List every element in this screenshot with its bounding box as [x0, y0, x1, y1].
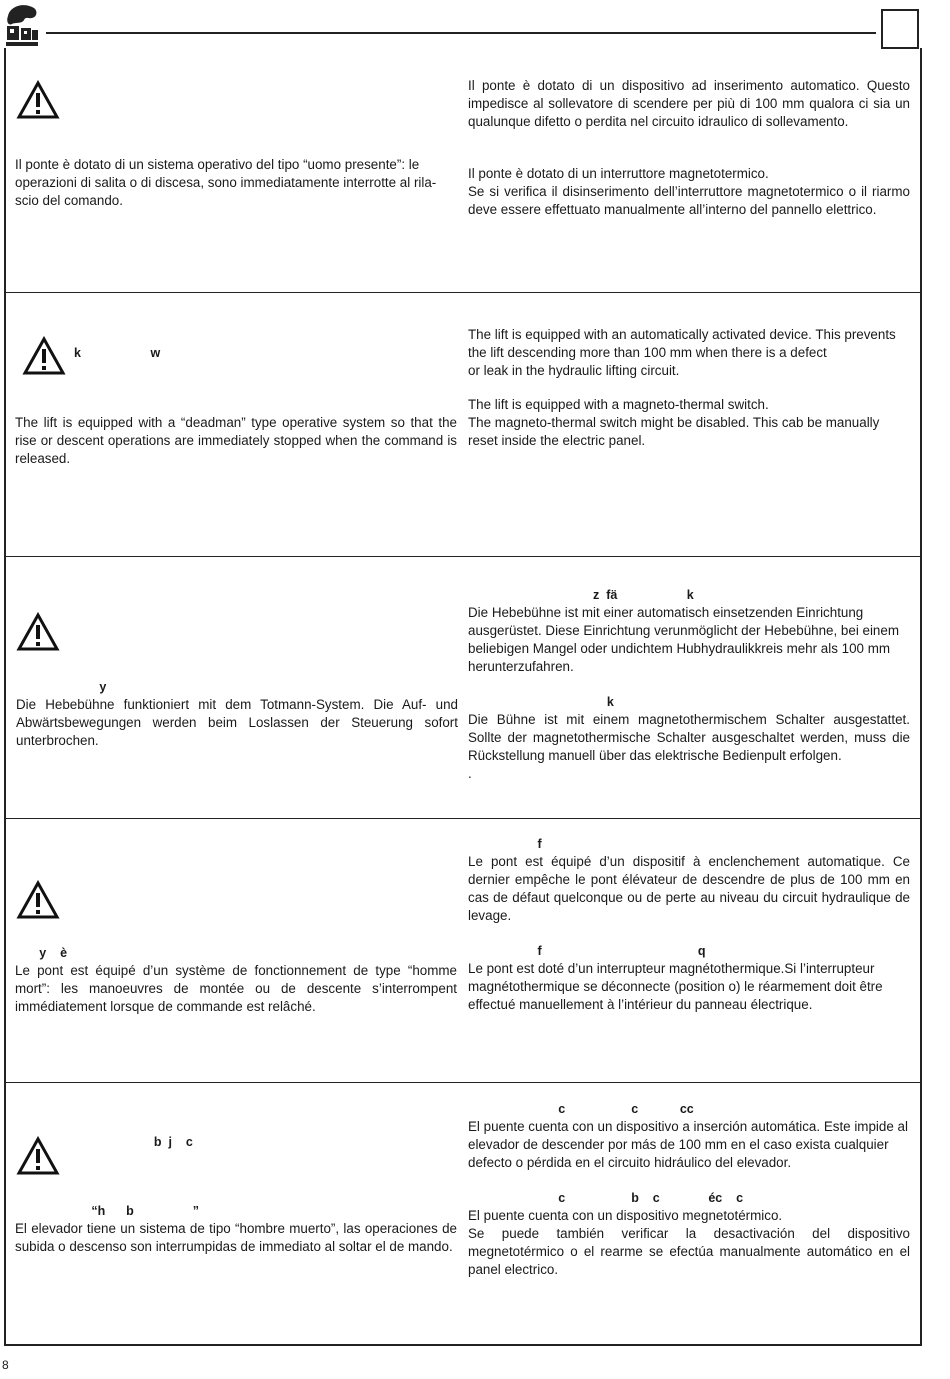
section-french-right-text-2: Le pont est doté d’un interrupteur magnétothermique.Si l’interrupteur magnétothermique se déconnecte (position o) le réarmement doit être effectué manuellement à l’intérieur du panneau électrique. — [468, 961, 883, 1012]
section-french-right — [468, 835, 910, 1014]
section-italian-right — [468, 77, 910, 219]
section-german-right-text-2: Die Bühne ist mit einem magnetothermischem Schalter ausgestattet. Sollte der magnetothermische Schalter ausgeschaltet werden, muss die Rückstellung manuell über das elektrische Bedienpult erfolgen. . — [468, 712, 910, 781]
section-spanish-left-text: El elevador tiene un sistema de tipo “hombre muerto”, las operaciones de subida o descenso son interrumpidas de immediato al soltar el de mando. — [15, 1221, 457, 1254]
section-german-right-text-1: Die Hebebühne ist mit einer automatisch einsetzenden Einrichtung ausgerüstet. Diese Einrichtung verunmöglicht der Hebebühne, bei einem beliebigen Mangel oder undichtem Hubhydraulikkreis mehr als 100 mm herunterzufahren. — [468, 605, 899, 674]
section-french-right-text-1: Le pont est équipé d’un dispositif à enclenchement automatique. Ce dernier empêche le pont élévateur de descendre de plus de 100 mm en cas de défaut quelconque ou de perte au niveau du circuit hydraulique de levage. — [468, 854, 910, 923]
section-italian-left-text: Il ponte è dotato di un sistema operativo del tipo “uomo presente”: le operazioni di salita o di discesa, sono immediatamente interrotte al rila- scio del comando. — [15, 157, 437, 208]
section-english-right — [468, 326, 910, 450]
section-italian-right-text-1: Il ponte è dotato di un dispositivo ad inserimento automatico. Questo impedisce al sollevatore di scendere per più di 100 mm qualora ci sia un qualunque difetto o perdita nel circuito idraulico di sollevamento. — [468, 78, 910, 129]
section-english-right-text-1: The lift is equipped with an automatically activated device. This prevents the lift descending more than 100 mm when there is a defect or leak in the hydraulic lifting circuit. — [468, 327, 896, 378]
section-english-icon-label — [15, 344, 457, 362]
header-rule — [46, 32, 876, 34]
section-french — [6, 818, 920, 1083]
section-english-right-text-2: The lift is equipped with a magneto-thermal switch. The magneto-thermal switch might be disabled. This cab be manually reset inside the electric panel. — [468, 397, 880, 448]
section-french-right-heading-2: f q — [468, 944, 706, 958]
section-spanish-right — [468, 1100, 910, 1279]
section-spanish-left — [15, 1202, 457, 1256]
section-spanish-heading-fragment: b j c — [15, 1135, 193, 1149]
section-spanish-icon-label — [15, 1133, 457, 1151]
section-english-left-text: The lift is equipped with a “deadman” type operative system so that the rise or descent operations are immediately stopped when the command is released. — [15, 415, 457, 466]
section-german-right-heading-1: z fä k — [468, 588, 694, 602]
section-french-left — [15, 944, 457, 1016]
section-spanish-right-text-1: El puente cuenta con un dispositivo a inserción automática. Este impide al elevador de descender por más de 100 mm en el caso exista cualquier defecto o pérdida en el circuito hidráulico del elevador. — [468, 1119, 908, 1170]
section-french-left-heading: y è — [15, 946, 68, 960]
section-german-right — [468, 586, 910, 783]
section-german-left-text: Die Hebebühne funktioniert mit dem Totmann-System. Die Auf- und Abwärtsbewegungen werden beim Loslassen der Steuerung sofort unterbrochen. — [16, 697, 458, 748]
section-german-right-heading-2: k — [468, 695, 614, 709]
section-italian-left — [15, 156, 457, 210]
section-german-left-heading: y — [16, 680, 107, 694]
section-italian — [6, 48, 920, 293]
section-german-left — [16, 678, 458, 750]
section-italian-right-text-2: Il ponte è dotato di un interruttore magnetotermico. Se si verifica il disinserimento dell’interruttore magnetotermico o il riarmo deve essere effettuato manualmente all’interno del pannello elettrico. — [468, 166, 910, 217]
warning-triangle-icon — [16, 80, 60, 120]
section-spanish-left-heading: “h b ” — [15, 1204, 200, 1218]
section-french-right-heading-1: f — [468, 837, 542, 851]
section-french-left-text: Le pont est équipé d’un système de fonctionnement de type “homme mort”: les manoeuvres de montée ou de descente s’interrompent immédiatement lorsque de commande est relâché. — [15, 963, 457, 1014]
section-spanish — [6, 1082, 920, 1344]
section-spanish-right-heading-2: c b c éc c — [468, 1191, 744, 1205]
section-english-left — [15, 414, 457, 468]
section-german — [6, 556, 920, 819]
warning-triangle-icon — [16, 880, 60, 920]
warning-triangle-icon — [16, 612, 60, 652]
section-english — [6, 292, 920, 557]
section-spanish-right-heading-1: c c cc — [468, 1102, 694, 1116]
page-box — [881, 9, 919, 49]
page-number: 8 — [2, 1358, 9, 1372]
section-english-heading-fragment: k w — [15, 346, 161, 360]
brand-logo-icon — [4, 2, 40, 48]
content-frame — [4, 48, 922, 1346]
section-spanish-right-text-2: El puente cuenta con un dispositivo megnetotérmico. Se puede también verificar la desactivación del dispositivo megnetotérmico o el rearme se efectúa manualmente automático en el panel electrico. — [468, 1208, 910, 1277]
